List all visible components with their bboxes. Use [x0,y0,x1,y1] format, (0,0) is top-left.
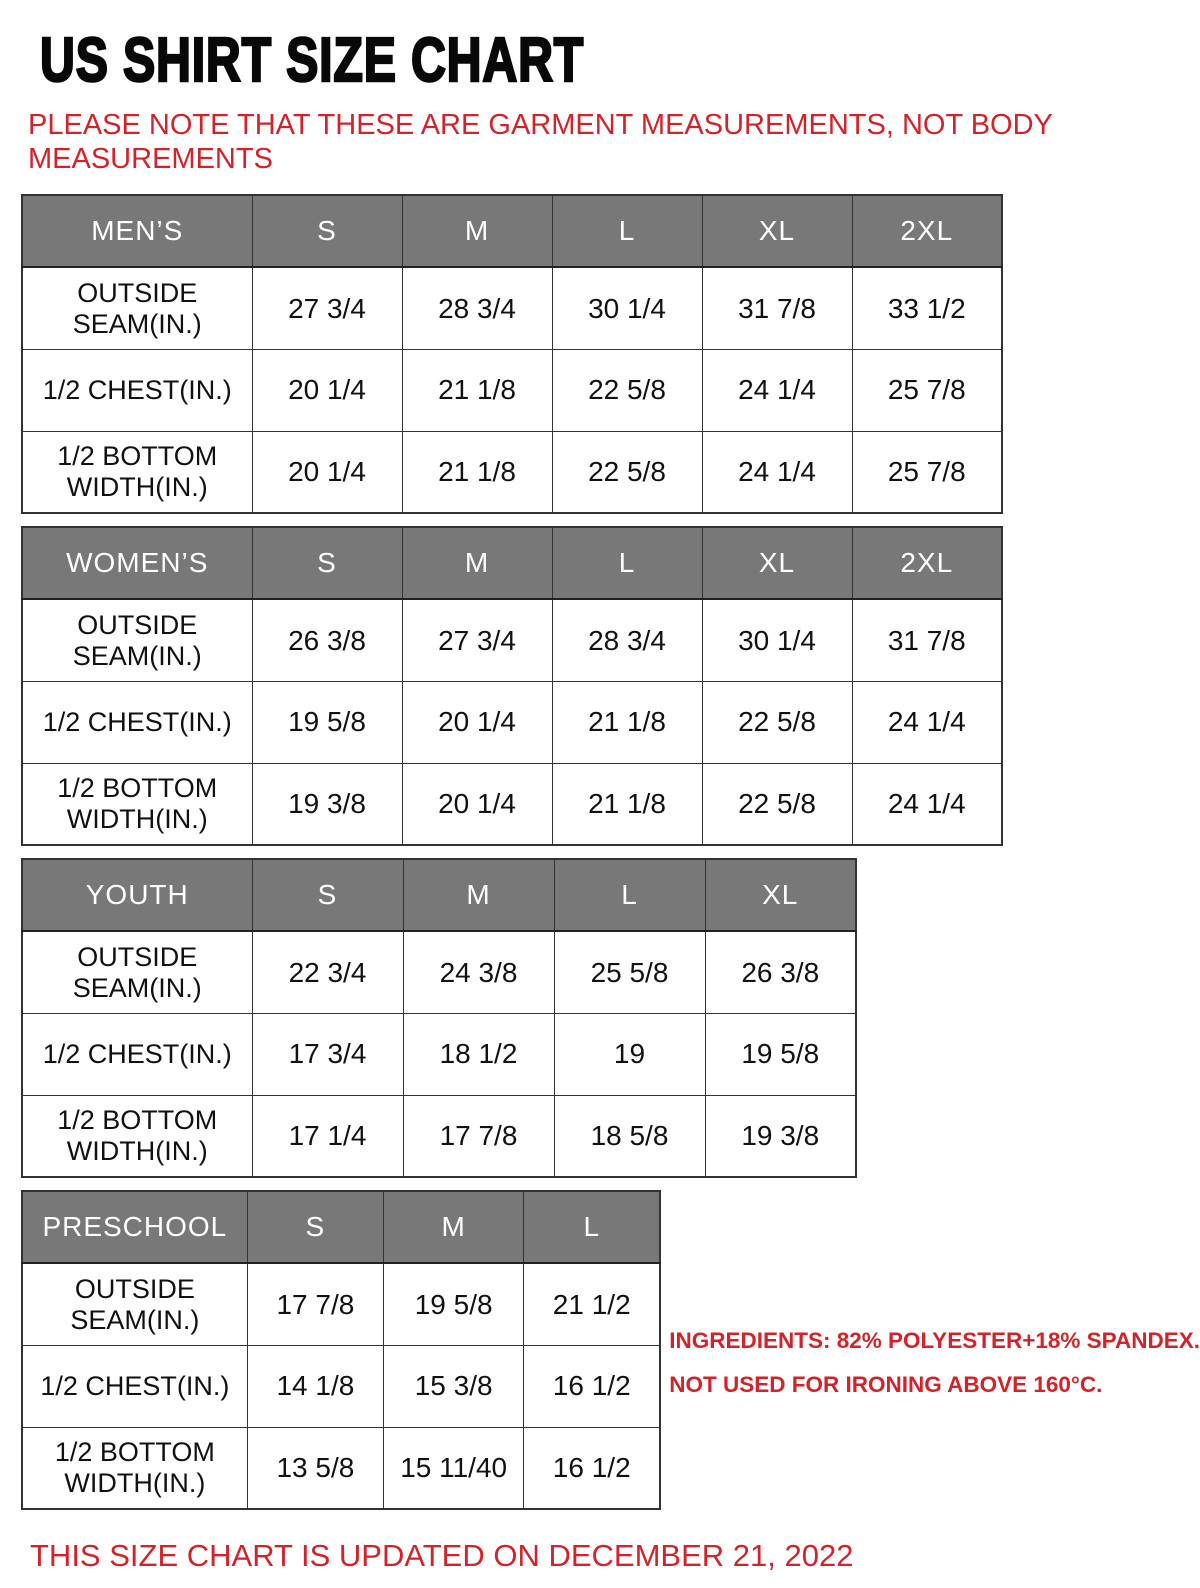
table-row [22,1427,660,1509]
size-header-cell: L [554,859,705,931]
preschool-table-slot [0,1190,661,1522]
mens-table-slot [0,194,1200,514]
row-label-cell: OUTSIDE SEAM(IN.) [22,267,252,349]
row-label-cell: 1/2 BOTTOM WIDTH(IN.) [22,1095,252,1177]
value-cell: 22 5/8 [552,349,702,431]
value-cell: 21 1/8 [552,763,702,845]
header-row-youth [22,859,856,931]
value-cell: 14 1/8 [247,1345,383,1427]
group-header-cell: PRESCHOOL [22,1191,247,1263]
value-cell: 17 1/4 [252,1095,403,1177]
youth-table-slot [0,858,1200,1178]
value-cell: 17 7/8 [247,1263,383,1345]
size-tables-area [0,194,1200,1522]
size-header-cell: S [252,195,402,267]
row-label-cell: OUTSIDE SEAM(IN.) [22,931,252,1013]
value-cell: 24 1/4 [702,431,852,513]
size-table-preschool [21,1190,661,1510]
value-cell: 24 1/4 [852,681,1002,763]
row-label-cell: OUTSIDE SEAM(IN.) [22,599,252,681]
size-header-cell: L [552,527,702,599]
value-cell: 21 1/2 [524,1263,660,1345]
value-cell: 25 5/8 [554,931,705,1013]
value-cell: 13 5/8 [247,1427,383,1509]
group-header-cell: MEN’S [22,195,252,267]
size-header-cell: 2XL [852,527,1002,599]
value-cell: 31 7/8 [852,599,1002,681]
value-cell: 25 7/8 [852,431,1002,513]
value-cell: 20 1/4 [252,431,402,513]
value-cell: 15 11/40 [384,1427,524,1509]
value-cell: 19 5/8 [384,1263,524,1345]
size-header-cell: S [252,859,403,931]
row-label-cell: 1/2 BOTTOM WIDTH(IN.) [22,1427,247,1509]
value-cell: 27 3/4 [402,599,552,681]
table-row [22,1345,660,1427]
value-cell: 26 3/8 [252,599,402,681]
value-cell: 16 1/2 [524,1345,660,1427]
row-label-cell: 1/2 CHEST(IN.) [22,681,252,763]
group-header-cell: YOUTH [22,859,252,931]
row-label-cell: 1/2 BOTTOM WIDTH(IN.) [22,431,252,513]
value-cell: 22 3/4 [252,931,403,1013]
value-cell: 28 3/4 [552,599,702,681]
row-label-cell: 1/2 BOTTOM WIDTH(IN.) [22,763,252,845]
value-cell: 22 5/8 [702,763,852,845]
value-cell: 20 1/4 [402,763,552,845]
size-table-womens [21,526,1003,846]
value-cell: 20 1/4 [402,681,552,763]
size-header-cell: 2XL [852,195,1002,267]
value-cell: 27 3/4 [252,267,402,349]
row-label-cell: OUTSIDE SEAM(IN.) [22,1263,247,1345]
value-cell: 19 3/8 [705,1095,856,1177]
size-header-cell: M [384,1191,524,1263]
value-cell: 24 1/4 [852,763,1002,845]
table-row [22,1095,856,1177]
value-cell: 22 5/8 [552,431,702,513]
size-header-cell: M [402,195,552,267]
value-cell: 19 5/8 [705,1013,856,1095]
value-cell: 24 3/8 [403,931,554,1013]
ingredients-line1: INGREDIENTS: 82% POLYESTER+18% SPANDEX. [669,1328,1200,1354]
value-cell: 21 1/8 [402,431,552,513]
table-row [22,763,1002,845]
value-cell: 17 3/4 [252,1013,403,1095]
page-title: US SHIRT SIZE CHART [40,26,585,95]
size-header-cell: L [524,1191,660,1263]
table-row [22,431,1002,513]
size-header-cell: S [252,527,402,599]
size-table-youth [21,858,857,1178]
header-row-womens [22,527,1002,599]
value-cell: 20 1/4 [252,349,402,431]
value-cell: 25 7/8 [852,349,1002,431]
size-header-cell: M [402,527,552,599]
preschool-row [0,1190,1200,1522]
row-label-cell: 1/2 CHEST(IN.) [22,1013,252,1095]
size-header-cell: XL [702,527,852,599]
table-row [22,1013,856,1095]
value-cell: 22 5/8 [702,681,852,763]
value-cell: 28 3/4 [402,267,552,349]
size-header-cell: M [403,859,554,931]
header-row-mens [22,195,1002,267]
garment-measurements-note: PLEASE NOTE THAT THESE ARE GARMENT MEASUREMENTS, NOT BODY MEASUREMENTS [28,109,1053,176]
table-row [22,599,1002,681]
value-cell: 18 1/2 [403,1013,554,1095]
table-row [22,349,1002,431]
value-cell: 17 7/8 [403,1095,554,1177]
womens-table-slot [0,526,1200,846]
value-cell: 18 5/8 [554,1095,705,1177]
value-cell: 26 3/8 [705,931,856,1013]
value-cell: 19 [554,1013,705,1095]
table-row [22,267,1002,349]
value-cell: 24 1/4 [702,349,852,431]
value-cell: 21 1/8 [402,349,552,431]
group-header-cell: WOMEN’S [22,527,252,599]
value-cell: 30 1/4 [702,599,852,681]
size-header-cell: L [552,195,702,267]
size-table-mens [21,194,1003,514]
row-label-cell: 1/2 CHEST(IN.) [22,1345,247,1427]
ingredients-note [669,1330,1200,1396]
update-date-note: THIS SIZE CHART IS UPDATED ON DECEMBER 21, 2022 [30,1538,854,1574]
value-cell: 30 1/4 [552,267,702,349]
table-row [22,681,1002,763]
value-cell: 19 3/8 [252,763,402,845]
value-cell: 31 7/8 [702,267,852,349]
row-label-cell: 1/2 CHEST(IN.) [22,349,252,431]
value-cell: 16 1/2 [524,1427,660,1509]
header-row-preschool [22,1191,660,1263]
size-header-cell: S [247,1191,383,1263]
table-row [22,1263,660,1345]
ingredients-line2: NOT USED FOR IRONING ABOVE 160°C. [669,1371,1103,1397]
size-header-cell: XL [705,859,856,931]
table-row [22,931,856,1013]
value-cell: 21 1/8 [552,681,702,763]
value-cell: 19 5/8 [252,681,402,763]
value-cell: 33 1/2 [852,267,1002,349]
size-header-cell: XL [702,195,852,267]
value-cell: 15 3/8 [384,1345,524,1427]
